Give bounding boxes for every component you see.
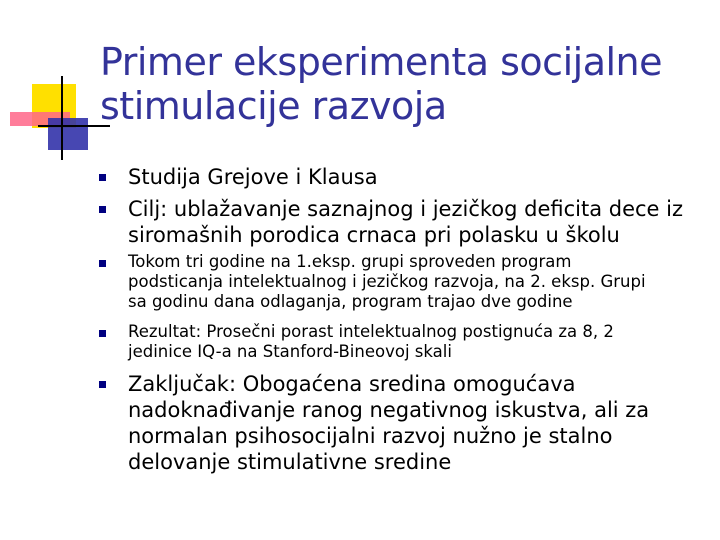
bullet-item-goal — [128, 196, 683, 248]
bullet-marker — [99, 174, 106, 181]
bullet-item-conclusion — [128, 371, 649, 475]
bullet-text-line: Studija Grejove i Klausa — [128, 165, 378, 189]
bullet-text-line: jedinice IQ-a na Stanford-Bineovoj skali — [128, 342, 452, 361]
bullet-text-line: podsticanja intelektualnog i jezičkog razvoja, na 2. eksp. Grupi — [128, 272, 646, 291]
bullet-marker — [99, 381, 106, 388]
bullet-marker — [99, 206, 106, 213]
bullet-text-line: normalan psihosocijalni razvoj nužno je stalno — [128, 424, 613, 448]
bullet-text-line: Tokom tri godine na 1.eksp. grupi sproveden program — [128, 252, 572, 271]
bullet-item-program — [128, 252, 646, 312]
bullet-text-line: nadoknađivanje ranog negativnog iskustva, ali za — [128, 398, 650, 422]
bullet-text-line: sa godinu dana odlaganja, program trajao dve godine — [128, 292, 573, 311]
bullet-item-study — [128, 164, 378, 190]
bullet-text-line: delovanje stimulativne sredine — [128, 450, 452, 474]
title-line-1: Primer eksperimenta socijalne — [100, 40, 662, 84]
bullet-text-line: Rezultat: Prosečni porast intelektualnog postignuća za 8, 2 — [128, 322, 614, 341]
bullet-item-result — [128, 322, 614, 362]
bullet-marker — [99, 260, 106, 267]
bullet-text-line: Cilj: ublažavanje saznajnog i jezičkog deficita dece iz — [128, 197, 684, 221]
bullet-text-line: siromašnih porodica crnaca pri polasku u školu — [128, 223, 620, 247]
title-line-2: stimulacije razvoja — [100, 84, 447, 128]
bullet-text-line: Zaključak: Obogaćena sredina omogućava — [128, 372, 576, 396]
bullet-marker — [99, 330, 106, 337]
